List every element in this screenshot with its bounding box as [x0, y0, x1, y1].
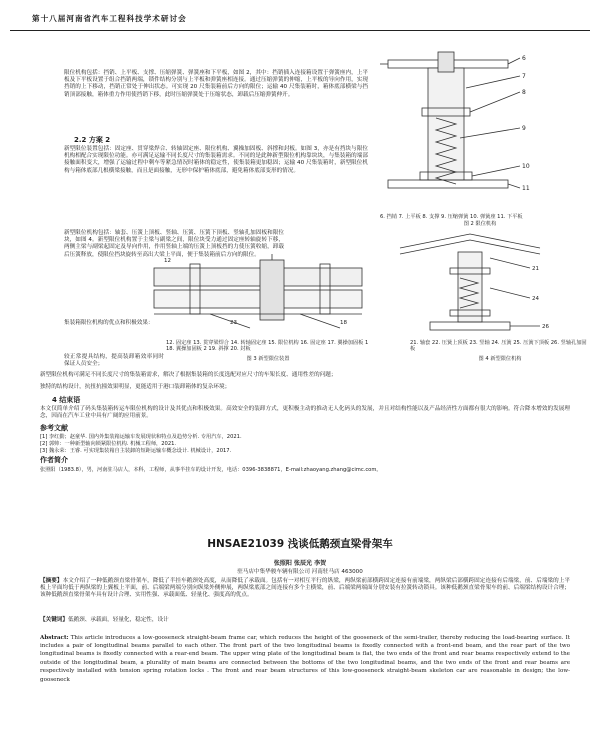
paragraph-scheme2: 新型限位装置包括：固定座、贯穿梁焊合、转轴固定座、限位机构、翼操加固板、斜撑和封板。如图 3，亦是有挡块与限位机构相配合实现限位功能。亦可满足运输不同长度尺寸的集装箱需求。不同的是此种新型限位机构靠块块，与集装箱的端部接触面积变大，增强了运输过程中剩车等紧急情况时箱体的稳定性，使集装箱更加稳固；运输 40 尺集装箱时，新型限位机构与箱体底部几根横梁接触，而且是面接触，无形中保护箱体底部，避免箱体底部变形的情况。	[64, 146, 368, 174]
keywords-cn-text: 低鹅颈、承载面，轻量化，稳定性，设计	[67, 617, 169, 623]
abstract-en-text: This article introduces a low-gooseneck straight-beam frame car, which reduces the height of the gooseneck of the semi-trailer, thereby reducing the load-bearing surface. It includes a pair of longitudinal beams parallel to each other. The front part of the two longitudinal beams is fixedly connected with a front-end beam, and the rear part of the two longitudinal beams is fixedly connected with a rear-end beam. The upper wing plate of the longitudinal beam is flat, the two ends of the front and rear beams respectively extend to the outside of the longitudinal beam, a plurality of main beams are connected between the bottoms of the two longitudinal beams, and the two ends of the front and rear beams are respectively installed with tension spring rotation locks . The front and rear beam structures of this low-gooseneck straight-beam skeleton car are reasonable in design; the low-gooseneck	[40, 634, 570, 683]
paragraph-new-mechanism-body	[64, 320, 154, 327]
figure-4-drawing	[390, 228, 560, 340]
abstract-cn-text: 本文介绍了一种低鹅颈直梁骨架车，降低了半挂车鹅颈处高度，从而降低了承载面。包括有一对相互平行的纵梁，两纵梁前部横跨固定连接有前端梁，两纵梁后部横跨固定连接有后端梁，前、后端梁的上平板上平面均低于两纵梁的上翼板上平面，前、后端梁两端分别向纵梁外侧伸展，两纵梁底部之间连接有多个主横梁，前、后端梁两端面分别安装有拉簧转动锁具。该种低鹅颈直梁骨架车的前、后端梁结构设计合理；该种低鹅颈直梁骨架车具有设计合理、实用性强、承载面低、轻量化、强度高的优点。	[40, 578, 570, 599]
author-heading: 作者简介	[40, 456, 68, 464]
reference-3: [3] 魏永荣：王睿. 可实现集装箱自主装卸的短距运输车概念设计. 机械设计，2017.	[40, 448, 232, 454]
advantage-2: 新型限位机构可满足不同长度尺寸的集装箱需求，解决了根据集装箱的长度选配对应尺寸的车架长度、通用性差的问题；	[40, 372, 337, 378]
reference-1: [1] 李红勤；赵童华. 国内外集装箱运输车发展现状和特点及趋势分析. 专用汽车，2021.	[40, 434, 242, 440]
figure-3-drawing	[150, 254, 366, 334]
advantages-intro: 集装箱限位机构的优点和积极效果：	[64, 320, 154, 326]
keywords-cn-label: 【关键词】	[40, 617, 68, 623]
fig4-label-21: 21	[532, 266, 539, 272]
paragraph-new-mechanism-text: 新型限位机构包括：轴套、压簧上顶板、竖轴、压簧、压簧下顶板、竖轴孔加固板和限位块，如图 4。新型限位机构置于主梁与副梁之间，限位块受力通过固定座转轴旋转下移，两侧主梁与副梁起固定及导向作用，作用竖轴上端的压簧上顶板挡的力使压簧收缩，卸载后压簧释放，使限位挡块旋转至高出大梁上平面，便于集装箱前后方向的限位。	[64, 230, 284, 258]
fig4-label-24: 24	[532, 296, 539, 302]
page-header	[10, 4, 590, 31]
fig3-label-12: 12	[164, 258, 171, 264]
figure-4-title: 图 4 新型限位机构	[478, 356, 522, 362]
figure-3-legend: 12. 固定座 13. 贯穿梁焊合 14. 转轴固定座 15. 限位机构 16. 固定座 17. 翼操加固板 1 18. 翼操加固板 2 19. 斜撑 20. 封板	[166, 340, 369, 353]
abstract-en-label: Abstract:	[40, 634, 69, 641]
fig2-label-10: 10	[522, 163, 530, 170]
author-bio: 张照阳（1983.8），男，河南驻马店人，本科，工程师，从事半挂车的设计开发，电话：0396-3838871，E-mail:zhaoyang.zhang@cimc.com。	[40, 467, 382, 473]
reference-2: [2] 郭帅：一种新型轴向锁紧限位机构. 机械工程师，2021.	[40, 441, 177, 447]
article2-title: HNSAE21039 浅谈低鹅颈直梁骨架车	[207, 538, 393, 550]
fig2-label-9: 9	[522, 125, 526, 132]
article2-abstract-en	[40, 634, 570, 746]
figure-3	[150, 254, 366, 334]
fig4-label-26: 26	[542, 324, 549, 330]
figure-2	[380, 48, 560, 212]
figure-2-title: 图 2 限位机构	[463, 221, 497, 227]
advantage-1: 较正常提具结构，提高装卸箱效率同时保证人员安全；	[64, 354, 164, 368]
paragraph-limit-mechanism: 限位机构包括：挡销、上平板、支撑、压缩弹簧、弹簧座和下平板，如图 2，其中：挡销插入连接箱设置于弹簧座内，上平板及下平板设置于组合挡销两端，锁件结构分别与上平板和弹簧座相连接。通过压缩弹簧的伸缩，上平板的导向作用，实现挡销的上下移动，挡销正常处于伸出状态。可实现 20 尺集装箱前后方向的限位；运输 40 尺集装箱时，箱体底部横梁与挡销顶部接触，箱体重力作用使挡销下移，此时压缩弹簧处于压缩状态，卸载后压缩弹簧伸开。	[64, 70, 368, 98]
fig2-label-7: 7	[522, 73, 526, 80]
fig2-label-6: 6	[522, 55, 526, 62]
figure-2-legend: 6. 挡销 7. 上平板 8. 支撑 9. 压缩弹簧 10. 弹簧座 11. 下平板	[380, 214, 523, 220]
figure-4	[390, 228, 560, 340]
figure-4-legend: 21. 轴套 22. 压簧上顶板 23. 竖轴 24. 压簧 25. 压簧下顶板 26. 竖轴孔加固板	[410, 340, 587, 353]
fig3-label-18: 18	[340, 320, 347, 326]
figure-3-title: 图 3 新型限位装置	[246, 356, 290, 362]
advantage-3: 独特的结构设计，抗扭抗撞效果明显，更能适用于港口装卸箱体的复杂环境；	[40, 384, 231, 390]
section-heading-scheme2: 2.2 方案 2	[74, 136, 111, 144]
article2-keywords	[40, 617, 570, 624]
fig2-label-8: 8	[522, 89, 526, 96]
article2-abstract-cn	[40, 578, 570, 600]
references-heading: 参考文献	[40, 424, 68, 432]
paragraph-conclusion: 本文仅简单介绍了码头集装箱转运车限位机构的设计及其优点和积极效果。高效安全的装卸方式，更积极主动的推动无人化码头的发展，并且对结构性能以及产品经济性方面都有很大的影响。符合降本增效的发展理念，因而在汽车工业中具有广阔的应用前景。	[40, 406, 570, 420]
figure-2-drawing	[380, 48, 560, 212]
header-title: 第十八届河南省汽车工程科技学术研讨会	[32, 14, 187, 23]
fig2-label-11: 11	[522, 185, 530, 192]
section-heading-conclusion: 4 结束语	[52, 396, 81, 404]
article2-affiliation: 驻马店中集华骏车辆有限公司 河南驻马店 463000	[237, 569, 363, 575]
abstract-cn-label: 【摘要】	[40, 578, 63, 584]
fig3-label-23: 23	[230, 320, 237, 326]
article2-authors: 张照阳 张辰光 李贺	[273, 560, 327, 567]
